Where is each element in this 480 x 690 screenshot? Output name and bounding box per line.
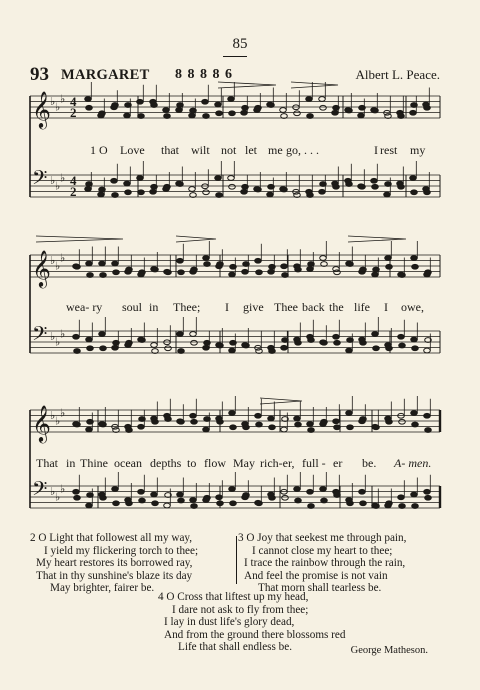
- note-head: [425, 428, 432, 433]
- note-head: [307, 489, 314, 494]
- note-head: [320, 256, 327, 261]
- note-head: [269, 349, 276, 354]
- crescendo-mark: [36, 236, 123, 242]
- stanza-line: That in thy sunshine's blaze its day: [36, 569, 193, 582]
- note-head: [255, 413, 262, 418]
- stanza-line: May brighter, fairer be.: [50, 582, 155, 595]
- note-head: [203, 114, 210, 119]
- key-flat: ♭: [55, 260, 61, 273]
- note-head: [178, 498, 185, 503]
- note-head: [256, 270, 263, 275]
- crescendo-mark: [348, 236, 406, 242]
- note-head: [111, 178, 118, 183]
- note-head: [230, 425, 237, 430]
- note-head: [190, 498, 197, 503]
- note-head: [320, 487, 327, 492]
- note-head: [411, 337, 418, 342]
- key-flat: ♭: [60, 252, 66, 265]
- key-flat: ♭: [55, 101, 61, 114]
- bass-clef: 𝄢: [32, 166, 48, 194]
- stanza-line: That morn shall tearless be.: [258, 582, 382, 595]
- note-head: [112, 193, 119, 198]
- note-head: [138, 114, 145, 119]
- note-head: [412, 422, 419, 427]
- lyric-syllable: A- men.: [394, 456, 432, 470]
- stanza-3: [238, 532, 406, 595]
- key-flat: ♭: [60, 483, 66, 496]
- lyric-syllable: wilt: [191, 143, 210, 157]
- note-head: [424, 190, 431, 195]
- lyric-syllable: May: [233, 456, 255, 470]
- stanza-line: I cannot close my heart to thee;: [252, 544, 393, 557]
- note-head: [308, 428, 315, 433]
- note-head: [320, 105, 327, 110]
- note-head: [177, 332, 184, 337]
- lyric-syllable: back: [302, 300, 325, 314]
- lyric-syllable: in: [149, 300, 159, 314]
- stanza-line: My heart restores its borrowed ray,: [36, 557, 193, 570]
- note-head: [373, 346, 380, 351]
- note-head: [86, 105, 93, 110]
- note-head: [319, 97, 326, 102]
- note-head: [165, 417, 172, 422]
- page-number: 85: [232, 36, 248, 52]
- note-head: [411, 190, 418, 195]
- lyric-syllable: to: [187, 456, 197, 470]
- lyric-syllable: rest: [380, 143, 398, 157]
- lyric-syllable: I: [384, 300, 388, 314]
- lyric-syllable: rich-er,: [260, 456, 295, 470]
- note-head: [424, 348, 431, 353]
- note-head: [100, 346, 107, 351]
- note-head: [99, 261, 106, 266]
- note-head: [138, 190, 145, 195]
- note-head: [152, 501, 159, 506]
- tune-name: MARGARET: [61, 67, 150, 83]
- note-head: [307, 422, 314, 427]
- treble-clef: 𝄞: [32, 404, 51, 442]
- note-head: [269, 495, 276, 500]
- lyric-syllable: ocean: [114, 456, 142, 470]
- note-head: [215, 176, 222, 181]
- key-flat: ♭: [55, 415, 61, 428]
- note-head: [333, 334, 340, 339]
- hymn-number: 93: [30, 64, 49, 85]
- note-head: [152, 419, 159, 424]
- stanza-line: 2 O Light that followest all my way,: [30, 532, 193, 544]
- key-flat: ♭: [50, 331, 56, 343]
- note-head: [112, 345, 119, 350]
- note-head: [204, 262, 211, 267]
- stanza-line: And feel the promise is not vain: [244, 569, 388, 582]
- note-head: [280, 108, 287, 113]
- note-head: [86, 261, 93, 266]
- note-head: [334, 270, 341, 275]
- lyric-syllable: not: [221, 143, 237, 157]
- note-head: [412, 504, 419, 509]
- key-flat: ♭: [50, 486, 56, 498]
- note-head: [412, 346, 419, 351]
- note-head: [178, 270, 185, 275]
- lyric-line-2: [28, 300, 444, 316]
- meter: 8 8 8 8 6: [175, 67, 233, 82]
- note-head: [189, 113, 196, 118]
- note-head: [139, 498, 146, 503]
- note-head: [321, 498, 328, 503]
- note-head: [334, 493, 341, 498]
- note-head: [346, 348, 353, 353]
- note-head: [398, 114, 405, 119]
- note-head: [281, 264, 288, 269]
- music-system-1: [28, 92, 444, 222]
- lyric-syllable: my: [410, 143, 426, 157]
- note-head: [229, 411, 236, 416]
- stanza-divider: [236, 536, 237, 584]
- note-head: [215, 102, 222, 107]
- lyric-syllable: wea- ry: [66, 300, 103, 314]
- key-flat: ♭: [55, 180, 61, 193]
- note-head: [190, 332, 197, 337]
- note-head: [87, 273, 94, 278]
- time-signature: 4: [70, 94, 77, 109]
- lyric-syllable: depths: [150, 456, 182, 470]
- crescendo-mark: [176, 236, 216, 242]
- key-flat: ♭: [50, 175, 56, 187]
- key-flat: ♭: [60, 328, 66, 341]
- note-head: [243, 425, 250, 430]
- note-head: [112, 487, 119, 492]
- note-head: [151, 103, 158, 108]
- note-head: [85, 187, 92, 192]
- note-head: [294, 111, 301, 116]
- note-head: [294, 416, 301, 421]
- note-head: [308, 338, 315, 343]
- note-head: [241, 110, 248, 115]
- author: George Matheson.: [350, 645, 428, 656]
- stanza-line: Life that shall endless be.: [178, 641, 293, 654]
- stanza-4: [158, 591, 345, 654]
- note-head: [372, 272, 379, 277]
- note-head: [399, 419, 406, 424]
- note-head: [398, 495, 405, 500]
- time-signature: 2: [70, 105, 77, 120]
- note-head: [346, 182, 353, 187]
- treble-clef: 𝄞: [32, 249, 51, 287]
- key-flat: ♭: [55, 491, 61, 504]
- note-head: [411, 256, 418, 261]
- note-head: [410, 110, 417, 115]
- note-head: [267, 192, 274, 197]
- note-head: [410, 176, 417, 181]
- note-head: [242, 269, 249, 274]
- note-head: [358, 113, 365, 118]
- note-head: [190, 413, 197, 418]
- note-head: [165, 346, 172, 351]
- note-head: [333, 419, 340, 424]
- note-head: [424, 105, 431, 110]
- lyric-syllable: let: [245, 143, 257, 157]
- note-head: [126, 501, 133, 506]
- stanza-line: And from the ground there blossoms red: [164, 628, 346, 641]
- stanza-line: 4 O Cross that liftest up my head,: [158, 591, 309, 603]
- lyric-syllable: I: [225, 300, 229, 314]
- note-head: [360, 340, 367, 345]
- note-head: [282, 273, 289, 278]
- note-head: [307, 267, 314, 272]
- key-flat: ♭: [60, 93, 66, 106]
- note-head: [229, 111, 236, 116]
- note-head: [86, 503, 93, 508]
- note-head: [398, 184, 405, 189]
- note-head: [216, 495, 223, 500]
- note-head: [269, 425, 276, 430]
- note-head: [295, 267, 302, 272]
- music-system-3: [28, 398, 444, 528]
- stanza-line: I lay in dust life's glory dead,: [164, 616, 295, 629]
- lyric-syllable: that: [161, 143, 179, 157]
- note-head: [398, 334, 405, 339]
- stanza-line: 3 O Joy that seekest me through pain,: [238, 532, 407, 544]
- note-head: [360, 501, 367, 506]
- note-head: [99, 332, 106, 337]
- lyric-syllable: er: [333, 456, 343, 470]
- key-flat: ♭: [60, 172, 66, 185]
- note-head: [164, 503, 171, 508]
- note-head: [424, 489, 431, 494]
- stanza-line: I trace the rainbow through the rain,: [244, 557, 406, 570]
- note-head: [268, 269, 275, 274]
- note-head: [307, 114, 314, 119]
- note-head: [411, 411, 418, 416]
- note-head: [113, 270, 120, 275]
- note-head: [150, 189, 157, 194]
- note-head: [178, 349, 185, 354]
- note-head: [164, 114, 171, 119]
- note-head: [386, 419, 393, 424]
- lyric-line-3: [28, 456, 444, 472]
- note-head: [100, 273, 107, 278]
- note-head: [87, 346, 94, 351]
- note-head: [112, 261, 119, 266]
- stanza-line: I yield my flickering torch to thee;: [44, 544, 199, 557]
- lyric-syllable: 1 O: [90, 143, 108, 157]
- lyric-syllable: Love: [120, 143, 145, 157]
- bass-clef: 𝄢: [32, 322, 48, 350]
- note-head: [203, 427, 210, 432]
- note-head: [85, 97, 92, 102]
- note-head: [113, 501, 120, 506]
- note-head: [73, 489, 80, 494]
- note-head: [177, 258, 184, 263]
- lyric-syllable: owe,: [401, 300, 424, 314]
- note-head: [98, 192, 105, 197]
- note-head: [86, 337, 93, 342]
- note-head: [281, 427, 288, 432]
- note-head: [229, 272, 236, 277]
- composer: Albert L. Peace.: [355, 67, 440, 82]
- note-head: [255, 258, 262, 263]
- note-head: [189, 187, 196, 192]
- note-head: [371, 178, 378, 183]
- note-head: [241, 189, 248, 194]
- note-head: [281, 345, 288, 350]
- note-head: [229, 348, 236, 353]
- note-head: [74, 495, 81, 500]
- note-head: [386, 264, 393, 269]
- note-head: [191, 419, 198, 424]
- note-head: [372, 184, 379, 189]
- stanza-2: [30, 532, 198, 595]
- note-head: [151, 492, 158, 497]
- note-head: [203, 256, 210, 261]
- lyric-syllable: be.: [362, 456, 377, 470]
- note-head: [126, 428, 133, 433]
- note-head: [177, 492, 184, 497]
- note-head: [203, 345, 210, 350]
- crescendo-mark: [260, 398, 302, 404]
- lyric-syllable: Thee;: [173, 300, 201, 314]
- lyric-syllable: Thine: [80, 456, 108, 470]
- note-head: [295, 340, 302, 345]
- note-head: [282, 495, 289, 500]
- note-head: [306, 97, 313, 102]
- note-head: [191, 504, 198, 509]
- note-head: [334, 340, 341, 345]
- note-head: [308, 504, 315, 509]
- note-head: [332, 110, 339, 115]
- note-head: [333, 184, 340, 189]
- note-head: [203, 190, 210, 195]
- note-head: [411, 492, 418, 497]
- lyric-syllable: full -: [302, 456, 326, 470]
- note-head: [74, 349, 81, 354]
- note-head: [319, 189, 326, 194]
- note-head: [384, 192, 391, 197]
- note-head: [230, 501, 237, 506]
- time-signature: 4: [70, 173, 77, 188]
- lyric-syllable: the: [329, 300, 344, 314]
- lyric-line-1: [28, 143, 444, 159]
- note-head: [295, 498, 302, 503]
- note-head: [138, 489, 145, 494]
- lyric-syllable: I: [374, 143, 378, 157]
- key-flat: ♭: [50, 410, 56, 422]
- note-head: [86, 427, 93, 432]
- note-head: [425, 495, 432, 500]
- lyric-syllable: me: [268, 143, 283, 157]
- lyric-syllable: give: [243, 300, 264, 314]
- note-head: [229, 487, 236, 492]
- lyric-syllable: flow: [204, 456, 226, 470]
- page-number-rule: [223, 56, 247, 57]
- note-head: [73, 334, 80, 339]
- note-head: [163, 108, 170, 113]
- note-head: [216, 111, 223, 116]
- note-head: [176, 108, 183, 113]
- note-head: [268, 416, 275, 421]
- note-head: [386, 346, 393, 351]
- bass-clef: 𝄢: [32, 477, 48, 505]
- note-head: [295, 422, 302, 427]
- note-head: [138, 424, 145, 429]
- key-flat: ♭: [50, 255, 56, 267]
- note-head: [216, 193, 223, 198]
- lyric-syllable: life: [354, 300, 370, 314]
- stanza-line: I dare not ask to fly from thee;: [172, 603, 309, 616]
- note-head: [334, 425, 341, 430]
- key-flat: ♭: [60, 407, 66, 420]
- note-head: [424, 413, 431, 418]
- note-head: [125, 190, 132, 195]
- note-head: [359, 489, 366, 494]
- note-head: [228, 176, 235, 181]
- note-head: [124, 113, 131, 118]
- music-system-2: [28, 236, 444, 368]
- note-head: [229, 184, 236, 189]
- note-head: [307, 193, 314, 198]
- time-signature: 2: [70, 184, 77, 199]
- note-head: [346, 411, 353, 416]
- key-flat: ♭: [50, 96, 56, 108]
- note-head: [294, 487, 301, 492]
- note-head: [151, 343, 158, 348]
- note-head: [399, 504, 406, 509]
- treble-clef: 𝄞: [32, 90, 51, 128]
- note-head: [191, 340, 198, 345]
- lyric-syllable: in: [66, 456, 76, 470]
- note-head: [412, 264, 419, 269]
- note-head: [100, 495, 107, 500]
- lyric-syllable: go, . . .: [286, 143, 319, 157]
- note-head: [347, 425, 354, 430]
- note-head: [228, 97, 235, 102]
- lyric-syllable: Thee: [274, 300, 298, 314]
- lyric-syllable: That: [36, 456, 58, 470]
- note-head: [399, 343, 406, 348]
- note-head: [124, 181, 131, 186]
- key-flat: ♭: [55, 336, 61, 349]
- note-head: [202, 99, 209, 104]
- note-head: [372, 332, 379, 337]
- lyric-syllable: soul: [122, 300, 143, 314]
- note-head: [256, 422, 263, 427]
- note-head: [347, 501, 354, 506]
